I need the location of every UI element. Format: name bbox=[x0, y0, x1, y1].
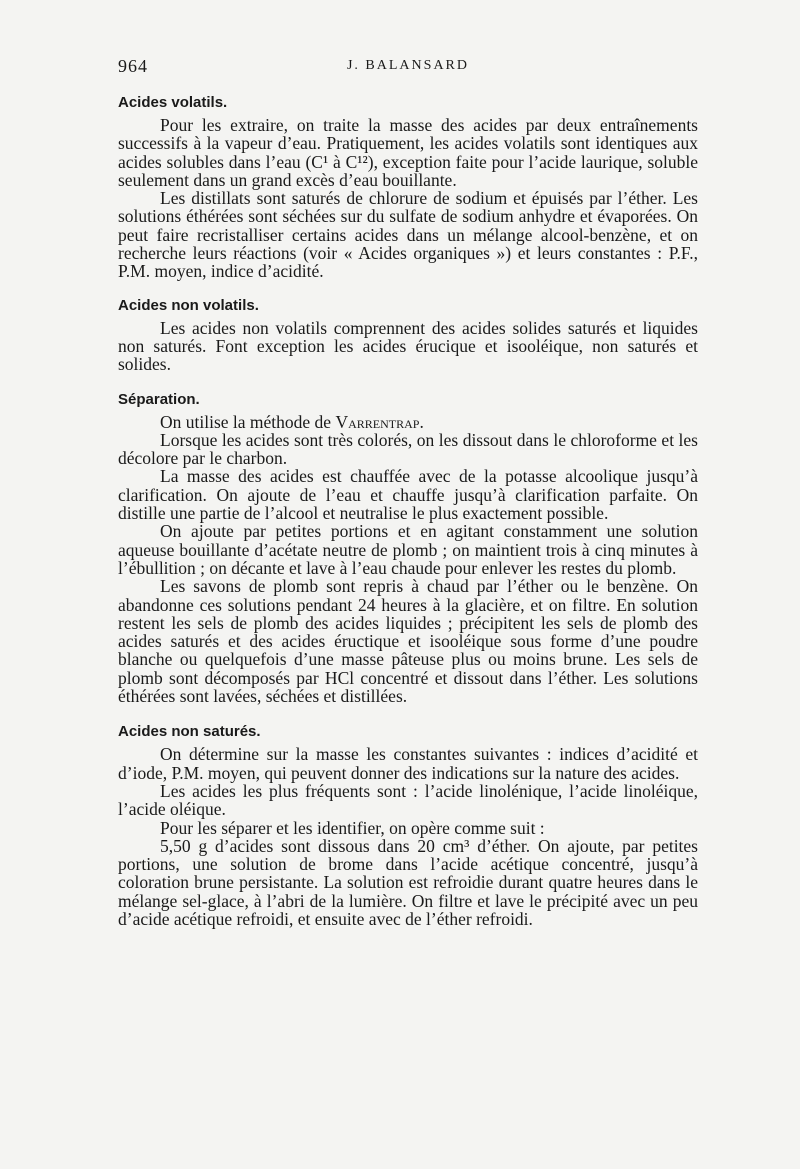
paragraph-method bbox=[118, 413, 698, 431]
paragraph: On ajoute par petites portions et en agitant constamment une solution aqueuse bouillante d’acétate neutre de plomb ; on maintient trois à cinq minutes à l’ébullition ; on décante et lave à l’eau chaude pour enlever les restes du plomb. bbox=[118, 521, 698, 578]
paragraph: Les distillats sont saturés de chlorure de sodium et épuisés par l’éther. Les solutions éthérées sont séchées sur du sulfate de sodium anhydre et évaporées. On peut faire recristalliser certains acides dans un mélange alcool-benzène, et on recherche leurs réactions (voir « Acides organiques ») et leurs constantes : P.F., P.M. moyen, indice d’acidité. bbox=[118, 188, 698, 282]
method-intro: On utilise la méthode de bbox=[160, 411, 336, 432]
paragraph: Pour les séparer et les identifier, on opère comme suit : bbox=[160, 817, 545, 838]
section-acides-non-volatils bbox=[118, 295, 698, 374]
paragraph: Pour les extraire, on traite la masse des acides par deux entraînements successifs à la vapeur d’eau. Pratiquement, les acides volatils sont identiques aux acides solubles dans l’eau (C¹ à C¹²), exception faite pour l’acide laurique, soluble seulement dans un grand excès d’eau bouillante. bbox=[118, 115, 698, 190]
section-acides-volatils bbox=[118, 92, 698, 281]
paragraph: On détermine sur la masse les constantes suivantes : indices d’acidité et d’iode, P.M. moyen, qui peuvent donner des indications sur la nature des acides. bbox=[118, 744, 698, 783]
page-header bbox=[118, 56, 698, 82]
method-name: Varrentrap bbox=[335, 411, 420, 432]
paragraph: Les acides non volatils comprennent des acides solides saturés et liquides non saturés. Font exception les acides érucique et isooléique, non saturés et solides. bbox=[118, 317, 698, 375]
section-heading: Acides non saturés. bbox=[118, 723, 261, 741]
page-number: 964 bbox=[118, 56, 148, 76]
section-heading: Séparation. bbox=[118, 390, 200, 408]
section-heading: Acides non volatils. bbox=[118, 296, 259, 314]
page-body bbox=[118, 92, 698, 928]
paragraph: Les acides les plus fréquents sont : l’acide linolénique, l’acide linoléique, l’acide oléique. bbox=[118, 780, 698, 820]
section-acides-non-satures bbox=[118, 721, 698, 928]
section-heading: Acides volatils. bbox=[118, 94, 228, 111]
paragraph: Lorsque les acides sont très colorés, on les dissout dans le chloroforme et les décolore par le charbon. bbox=[118, 429, 698, 469]
method-end: . bbox=[419, 411, 424, 432]
paragraph: Les savons de plomb sont repris à chaud par l’éther ou le benzène. On abandonne ces solutions pendant 24 heures à la glacière, et on filtre. En solution restent les sels de plomb des acides liquides ; précipitent les sels de plomb des acides saturés et des acides éructique et isooléique sous forme d’une poudre blanche ou quelquefois d’une masse pâteuse plus ou moins brune. Les sels de plomb sont décomposés par HCl concentré et dissout dans l’éther. Les solutions éthérées sont lavées, séchées et distillées. bbox=[118, 576, 698, 707]
running-head-author: J. BALANSARD bbox=[346, 58, 469, 73]
section-separation bbox=[118, 389, 698, 706]
paragraph: La masse des acides est chauffée avec de la potasse alcoolique jusqu’à clarification. On ajoute de l’eau et chauffe jusqu’à clarification parfaite. On distille une partie de l’alcool et neutralise le plus exactement possible. bbox=[118, 466, 698, 524]
paragraph: 5,50 g d’acides sont dissous dans 20 cm³ d’éther. On ajoute, par petites portions, une solution de brome dans l’acide acétique concentré, jusqu’à coloration brune persistante. La solution est refroidie durant quatre heures dans le mélange sel-glace, à l’abri de la lumière. On filtre et lave le précipité avec un peu d’acide acétique refroidi, et ensuite avec de l’éther refroidi. bbox=[118, 835, 698, 929]
